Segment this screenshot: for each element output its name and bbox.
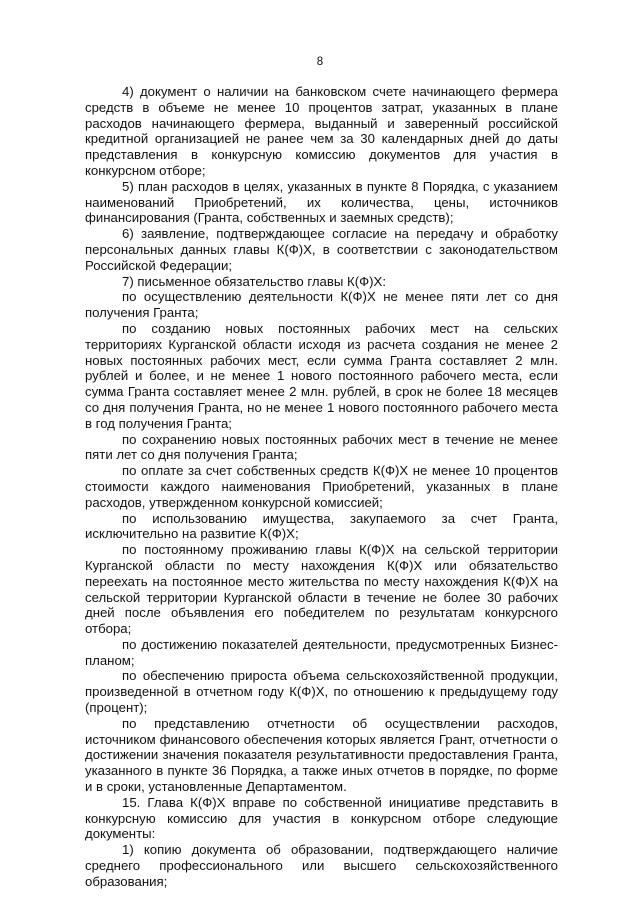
paragraph-item-5-expense-plan: 5) план расходов в целях, указанных в пункте 8 Порядка, с указанием наименований Приобретений, их количества, цены, источников финансирования (Гранта, собственных и заемных средств); [85,178,558,226]
paragraph-item-4-bank-account-document: 4) документ о наличии на банковском счете начинающего фермера средств в объеме не менее 10 процентов затрат, указанных в плане расходов начинающего фермера, выданный и заверенный российской кредитной организацией не ранее чем за 30 календарных дней до даты представления в конкурсную комиссию документов для участия в конкурсном отборе; [85,84,558,178]
paragraph-obligation-reporting: по представлению отчетности об осуществлении расходов, источником финансового обеспечения которых является Грант, отчетности о достижении значения показателя результативности предоставления Гранта, указанного в пункте 36 Порядка, а также иных отчетов в порядке, по форме и в сроки, установленные Департаментом. [85,715,558,795]
paragraph-obligation-production-growth: по обеспечению прироста объема сельскохозяйственной продукции, произведенной в отчетном году К(Ф)Х, по отношению к предыдущему году (процент); [85,668,558,716]
paragraph-obligation-residence: по постоянному проживанию главы К(Ф)Х на сельской территории Курганской области по месту нахождения К(Ф)Х или обязательство переехать на постоянное место жительства по месту нахождения К(Ф)Х на сельской территории Курганской области в течение не более 30 рабочих дней после объявления его победителем по результатам конкурсного отбора; [85,542,558,637]
page-number: 8 [316,56,324,68]
paragraph-obligation-activity-period: по осуществлению деятельности К(Ф)Х не менее пяти лет со дня получения Гранта; [85,289,558,321]
paragraph-obligation-keep-jobs: по сохранению новых постоянных рабочих мест в течение не менее пяти лет со дня получения Гранта; [85,431,558,463]
paragraph-obligation-property-use: по использованию имущества, закупаемого за счет Гранта, исключительно на развитие К(Ф)Х; [85,510,558,542]
document-body [85,84,558,890]
paragraph-item-7-written-obligation: 7) письменное обязательство главы К(Ф)Х: [122,273,386,289]
paragraph-obligation-new-jobs: по созданию новых постоянных рабочих мест на сельских территориях Курганской области исходя из расчета создания не менее 2 новых постоянных рабочих мест, если сумма Гранта составляет 2 млн. рублей и более, и не менее 1 нового постоянного рабочего места, если сумма Гранта составляет менее 2 млн. рублей, в срок не более 18 месяцев со дня получения Гранта, но не менее 1 нового постоянного рабочего места в год получения Гранта; [85,320,558,431]
paragraph-clause-15-item-1: 1) копию документа об образовании, подтверждающего наличие среднего профессионального или высшего сельскохозяйственного образования; [85,842,558,889]
paragraph-item-6-personal-data-consent: 6) заявление, подтверждающее согласие на передачу и обработку персональных данных главы К(Ф)Х, в соответствии с законодательством Российской Федерации; [85,226,558,273]
paragraph-obligation-business-plan: по достижению показателей деятельности, предусмотренных Бизнес-планом; [85,636,558,668]
paragraph-obligation-own-funds: по оплате за счет собственных средств К(Ф)Х не менее 10 процентов стоимости каждого наименования Приобретений, указанных в плане расходов, утвержденном конкурсной комиссией; [85,463,558,510]
paragraph-clause-15: 15. Глава К(Ф)Х вправе по собственной инициативе представить в конкурсную комиссию для участия в конкурсном отборе следующие документы: [85,794,558,842]
